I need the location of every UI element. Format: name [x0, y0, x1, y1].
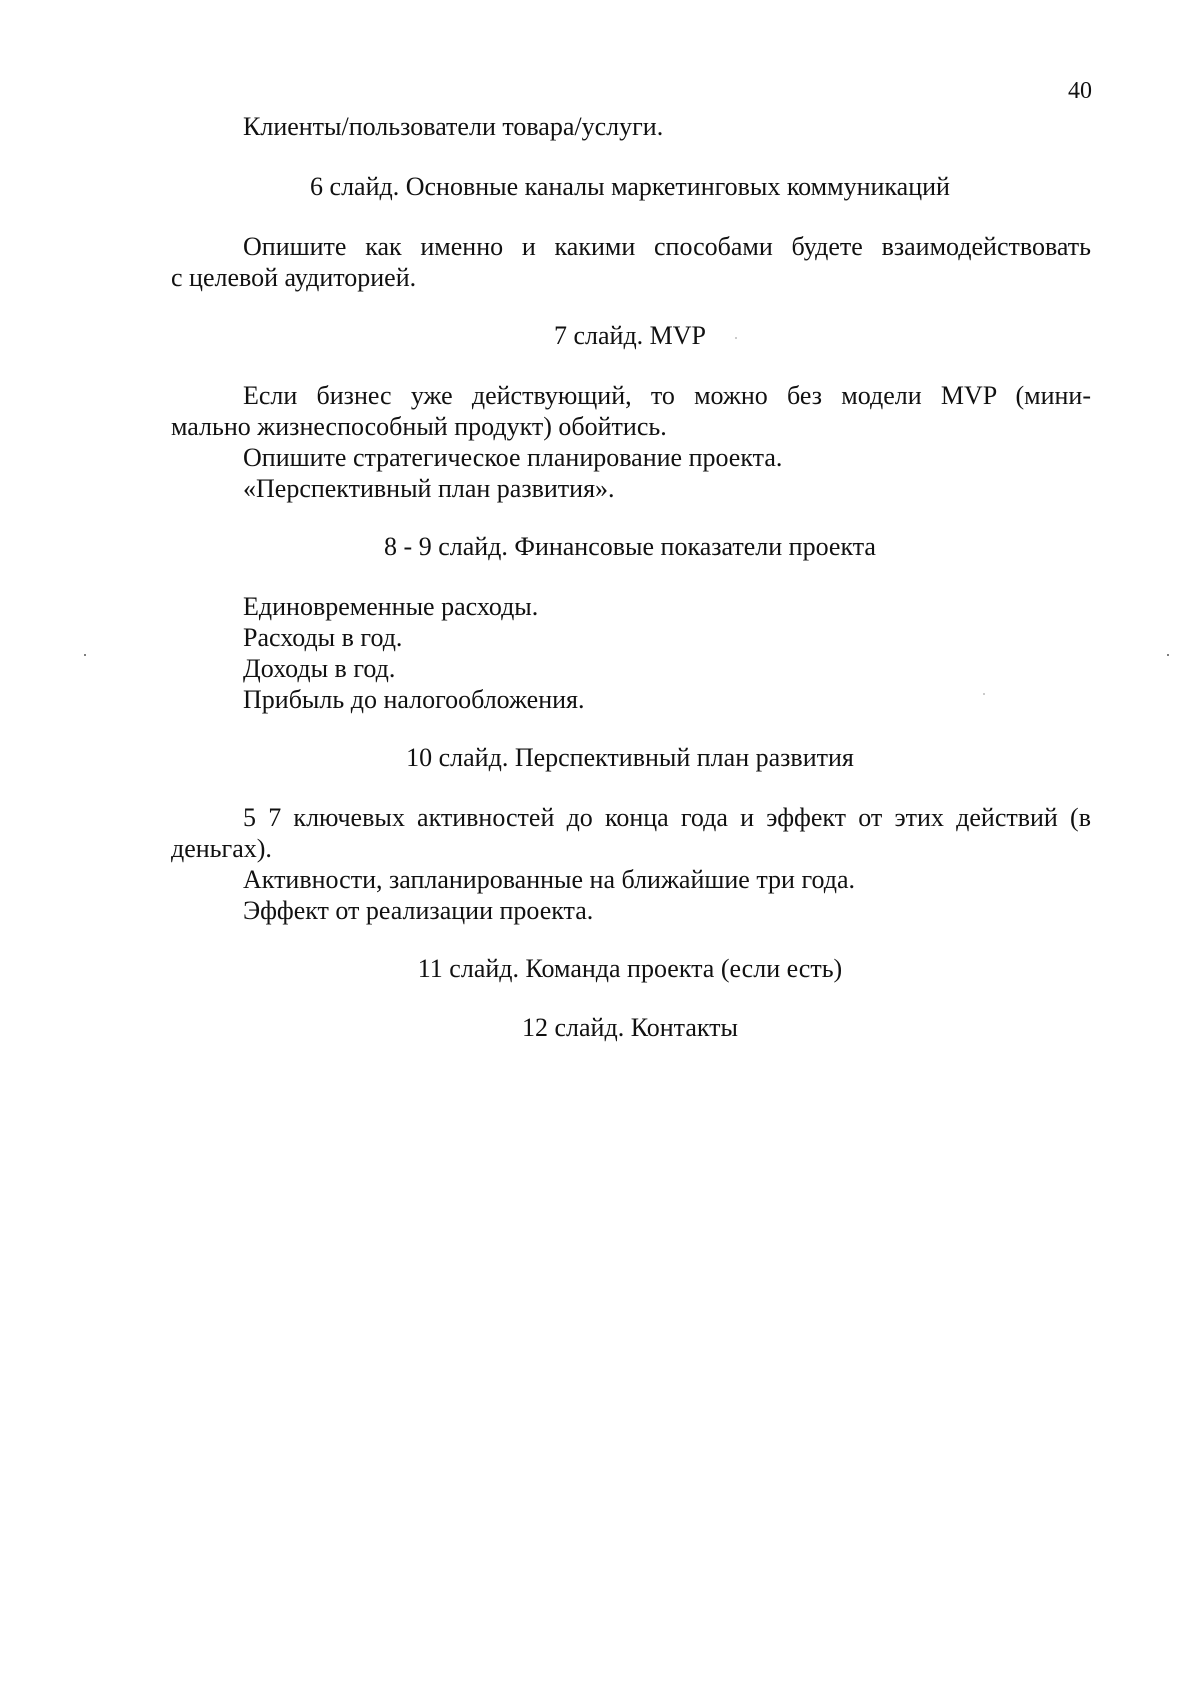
intro-line: Клиенты/пользователи товара/услуги. [243, 112, 664, 141]
scan-speck [735, 337, 737, 339]
slide7-paragraph-line-4: «Перспективный план развития». [243, 474, 615, 503]
financial-item: Доходы в год. [243, 654, 396, 683]
slide7-paragraph-line-2: мально жизнеспособный продукт) обойтись. [171, 412, 667, 441]
slide6-paragraph-line-1: Опишите как именно и какими способами будете взаимодействовать [243, 232, 1091, 261]
slide10-paragraph-line-4: Эффект от реализации проекта. [243, 896, 594, 925]
slide7-paragraph-line-1: Если бизнес уже действующий, то можно без модели MVP (мини- [243, 381, 1091, 410]
slide12-heading: 12 слайд. Контакты [522, 1013, 738, 1042]
financial-item: Единовременные расходы. [243, 592, 539, 621]
slide7-paragraph-line-3: Опишите стратегическое планирование проекта. [243, 443, 783, 472]
slide8-9-heading: 8 - 9 слайд. Финансовые показатели проекта [384, 532, 876, 561]
financial-item: Расходы в год. [243, 623, 403, 652]
slide6-heading: 6 слайд. Основные каналы маркетинговых коммуникаций [310, 172, 950, 201]
slide10-paragraph-line-3: Активности, запланированные на ближайшие три года. [243, 865, 855, 894]
slide7-heading: 7 слайд. MVP [553, 321, 707, 350]
slide10-paragraph-line-2: деньгах). [171, 834, 272, 863]
scan-speck [983, 693, 985, 695]
slide6-paragraph-line-2: с целевой аудиторией. [171, 263, 417, 292]
page-number: 40 [1068, 78, 1092, 104]
scan-speck [84, 654, 86, 656]
slide11-heading: 11 слайд. Команда проекта (если есть) [417, 954, 843, 983]
slide10-heading: 10 слайд. Перспективный план развития [406, 743, 854, 772]
scan-speck [1167, 654, 1169, 656]
slide10-paragraph-line-1: 5 7 ключевых активностей до конца года и эффект от этих действий (в [243, 803, 1091, 832]
financial-item: Прибыль до налогообложения. [243, 685, 585, 714]
